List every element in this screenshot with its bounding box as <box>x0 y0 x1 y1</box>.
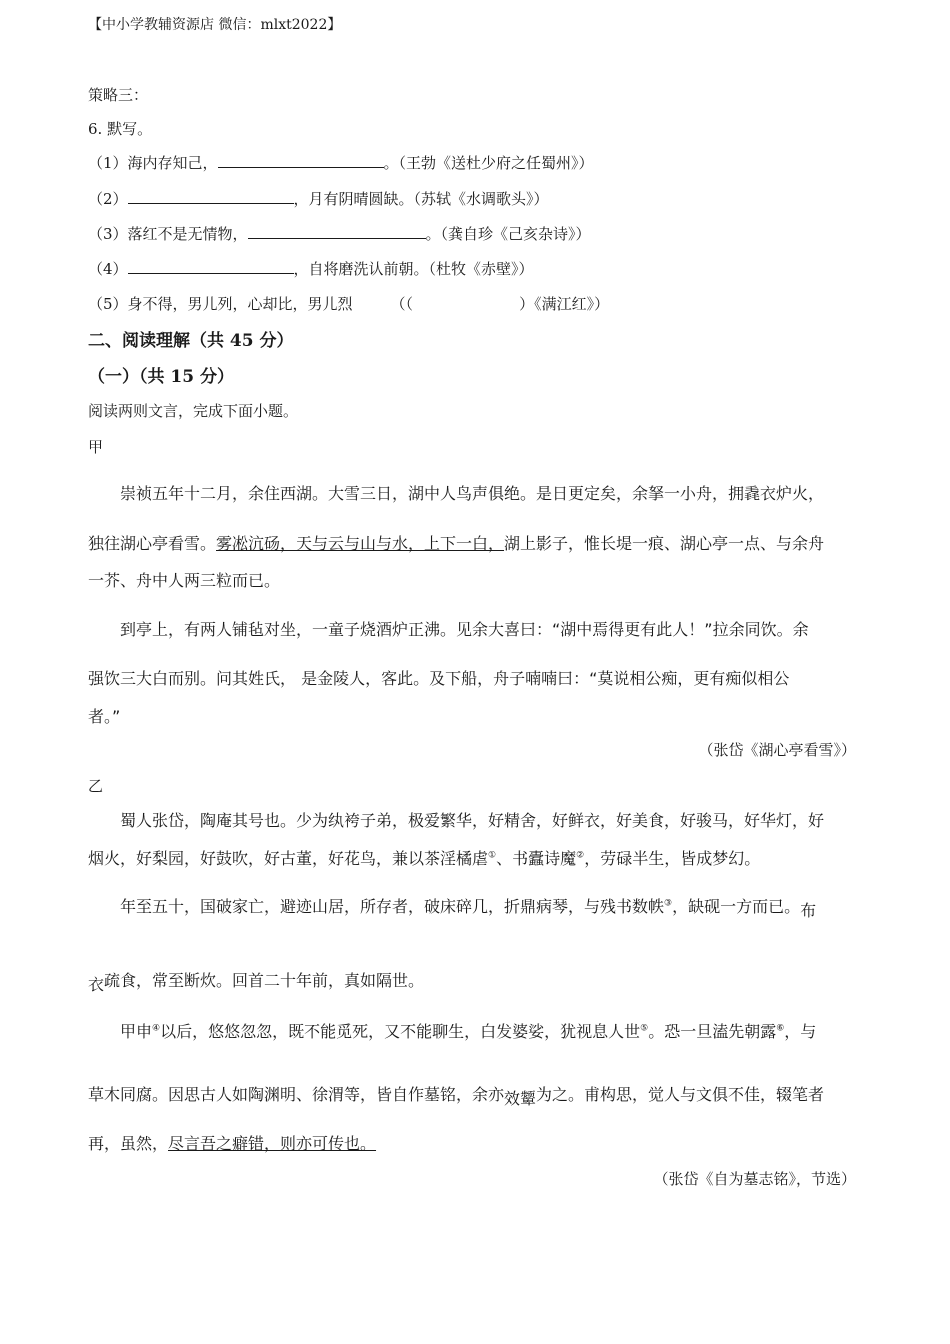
yi-source: （张岱《自为墓志铭》，节选） <box>653 1170 856 1188</box>
underlined-sentence: 尽言吾之癖错，则亦可传也。 <box>168 1134 377 1153</box>
q6-item-2: （2） ，月有阴晴圆缺。（苏轼《水调歌头》） <box>88 190 549 208</box>
yi-p2-line2: 衣疏食，常至断炊。回首二十年前，真如隔世。 <box>88 971 425 994</box>
footnote-marker: ③ <box>664 898 673 909</box>
jia-source: （张岱《湖心亭看雪》） <box>698 741 856 759</box>
part1-title: （一）（共 15 分） <box>88 367 234 387</box>
part1-instruction: 阅读两则文言，完成下面小题。 <box>88 402 299 420</box>
yi-p3-line1: 甲申④以后，悠悠忽忽，既不能觅死，又不能聊生，白发婆娑，犹视息人世⑤。恐一旦溘先朝露⑥，与 <box>120 1022 817 1041</box>
q6-title: 6. 默写。 <box>88 120 153 138</box>
jia-p1-line2: 独往湖心亭看雪。雾凇沆砀，天与云与山与水，上下一白，湖上影子，惟长堤一痕、湖心亭一点、与余舟 <box>88 534 825 553</box>
yi-p1-line2: 烟火，好梨园，好鼓吹，好古董，好花鸟，兼以茶淫橘虐①、书蠹诗魔②，劳碌半生，皆成梦幻。 <box>88 849 761 868</box>
footnote-marker: ⑤ <box>640 1023 649 1034</box>
q6-item-1: （1）海内存知己， 。（王勃《送杜少府之任蜀州》） <box>88 154 594 172</box>
watermark-header: 【中小学教辅资源店 微信：mlxt2022】 <box>88 17 342 33</box>
yi-p2-line1: 年至五十，国破家亡，避迹山居，所存者，破床碎几，折鼎病琴，与残书数帙③，缺砚一方而已。布 <box>120 897 817 920</box>
yi-p1-line1: 蜀人张岱，陶庵其号也。少为纨袴子弟，极爱繁华，好精舍，好鲜衣，好美食，好骏马，好华灯，好 <box>120 811 825 830</box>
yi-label: 乙 <box>88 777 104 795</box>
jia-p2-line1: 到亭上，有两人铺毡对坐，一童子烧酒炉正沸。见余大喜曰：“湖中焉得更有此人！”拉余同饮。余 <box>120 620 809 639</box>
jia-p1-line3: 一芥、舟中人两三粒而已。 <box>88 571 281 590</box>
answer-blank[interactable] <box>248 224 426 239</box>
underlined-sentence: 雾凇沆砀，天与云与山与水，上下一白， <box>216 534 505 553</box>
q6-item-5: （5）身不得，男儿列，心却比，男儿烈 （（ ）《满江红》） <box>88 295 610 313</box>
jia-p2-line3: 者。” <box>88 707 121 726</box>
footnote-marker: ② <box>576 850 585 861</box>
answer-blank[interactable] <box>218 153 384 168</box>
jia-p2-line2: 强饮三大白而别。问其姓氏， 是金陵人，客此。及下船，舟子喃喃曰：“莫说相公痴，更有痴似相公 <box>88 669 790 688</box>
yi-p3-line2: 草木同腐。因思古人如陶渊明、徐渭等，皆自作墓铭，余亦效颦为之。甫构思，觉人与文俱不佳，辍笔者 <box>88 1085 825 1108</box>
q6-item-3: （3）落红不是无情物， 。（龚自珍《己亥杂诗》） <box>88 225 591 243</box>
section2-title: 二、阅读理解（共 45 分） <box>88 331 294 351</box>
jia-label: 甲 <box>88 438 104 456</box>
answer-blank[interactable] <box>128 259 294 274</box>
strategy-label: 策略三： <box>88 86 149 104</box>
yi-p3-line3: 再，虽然，尽言吾之癖错，则亦可传也。 <box>88 1134 377 1153</box>
jia-p1-line1: 崇祯五年十二月，余住西湖。大雪三日，湖中人鸟声俱绝。是日更定矣，余拏一小舟，拥毳衣炉火， <box>120 484 825 503</box>
q6-item-4: （4） ，自将磨洗认前朝。（杜牧《赤壁》） <box>88 260 534 278</box>
footnote-marker: ① <box>488 850 497 861</box>
footnote-marker: ⑥ <box>776 1023 785 1034</box>
answer-blank[interactable] <box>128 189 294 204</box>
footnote-marker: ④ <box>152 1023 161 1034</box>
